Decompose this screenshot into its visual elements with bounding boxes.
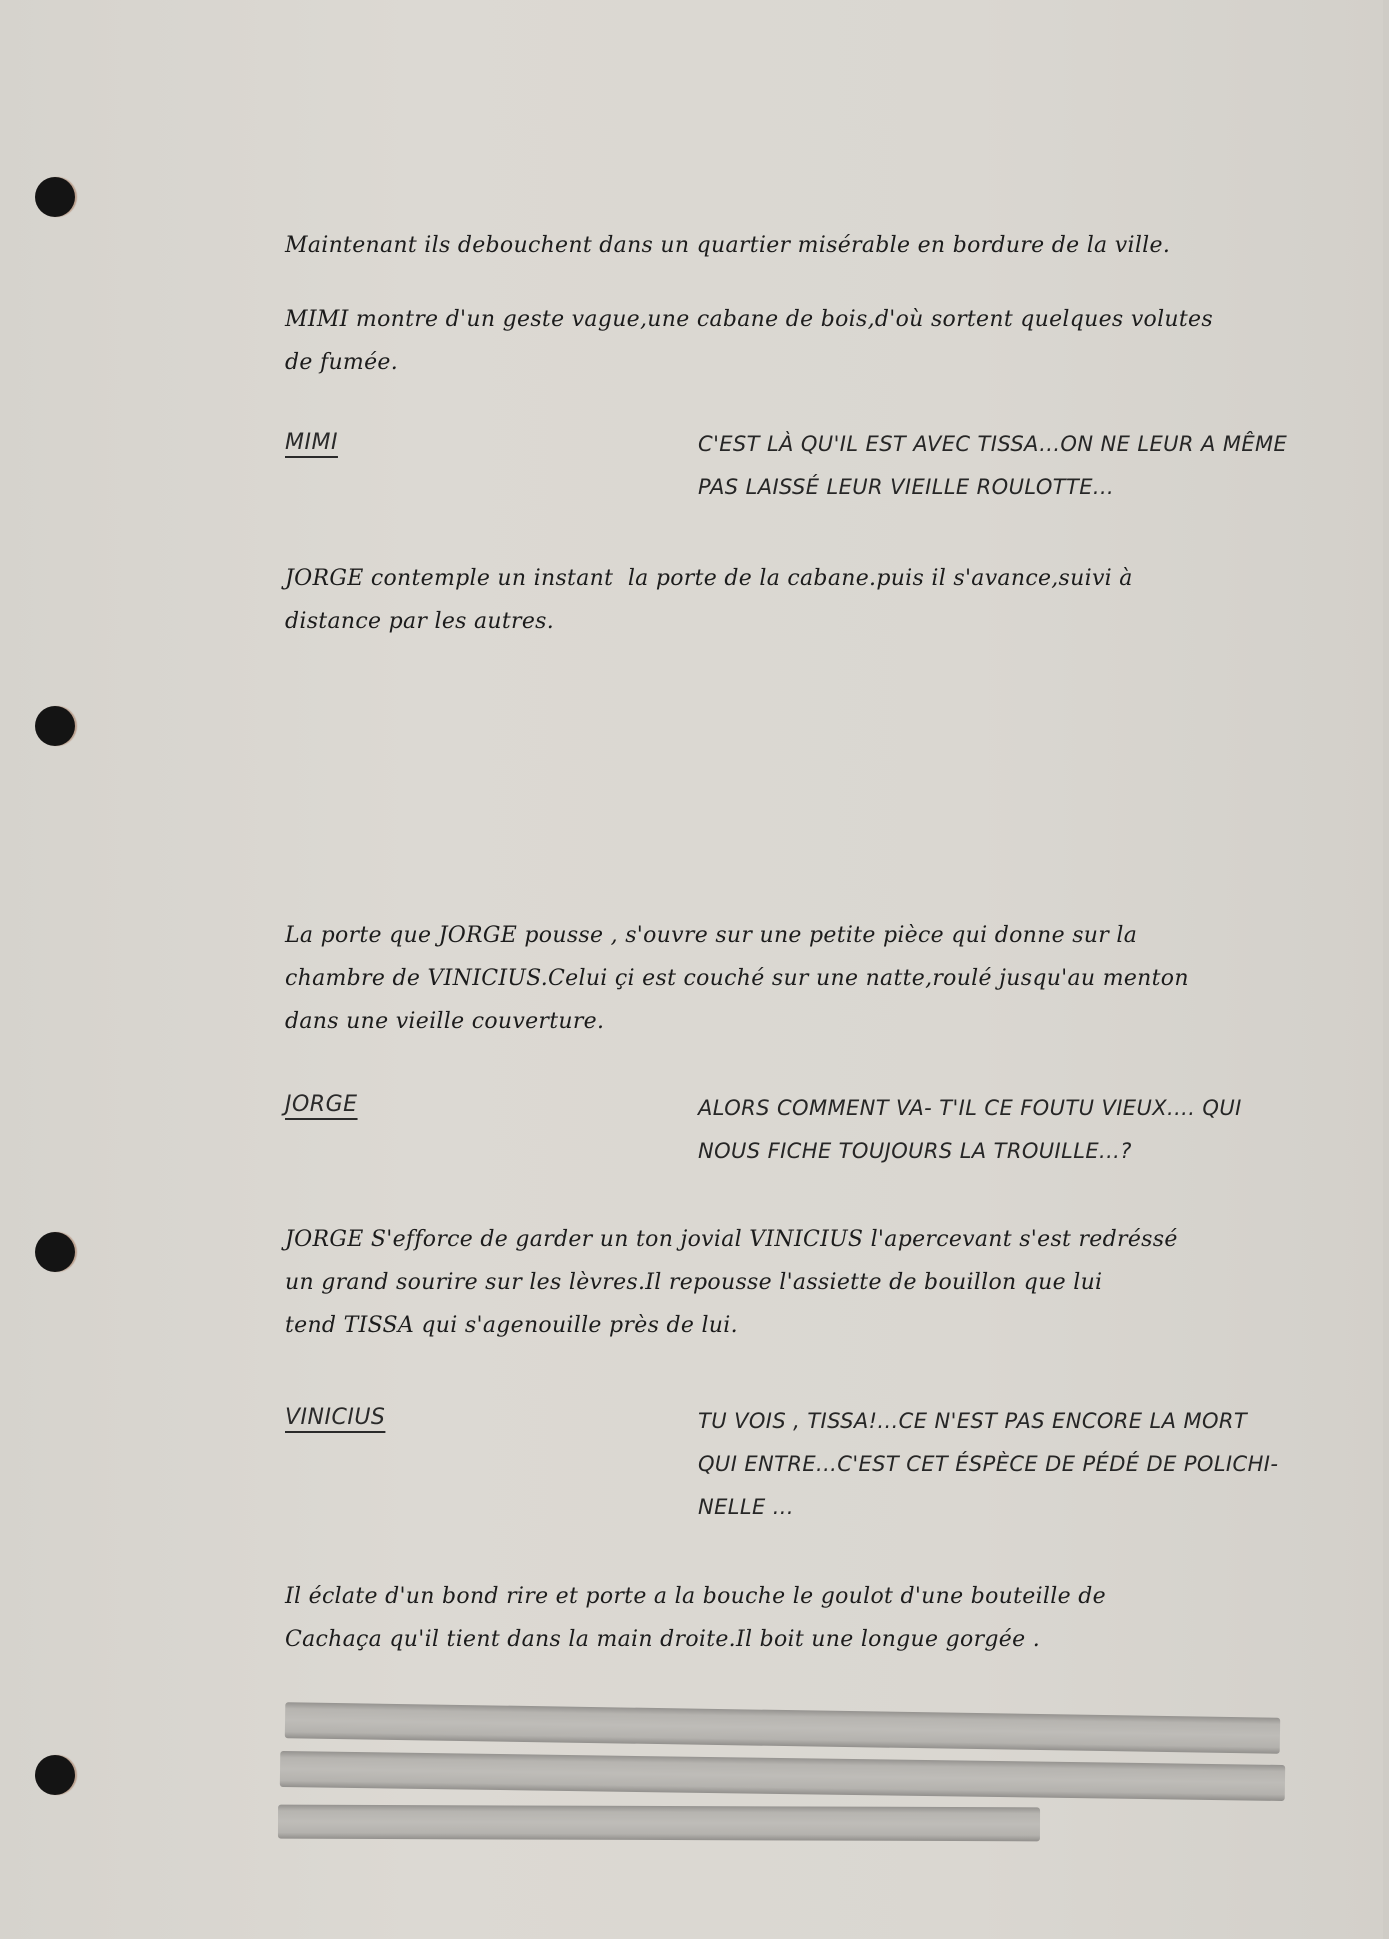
dialogue-line: C'EST LÀ QU'IL EST AVEC TISSA...ON NE LEUR A MÊME PAS LAISSÉ LEUR VIEILLE ROULOTTE...	[698, 432, 1288, 499]
action-paragraph: JORGE S'efforce de garder un ton jovial VINICIUS l'apercevant s'est redréssé un grand sourire sur les lèvres.Il repousse l'assiette de bouillon que lui tend TISSA qui s'agenouille près de lui.	[285, 1227, 1178, 1338]
action-paragraph: La porte que JORGE pousse , s'ouvre sur une petite pièce qui donne sur la chambre de VINICIUS.Celui çi est couché sur une natte,roulé jusqu'au menton dans une vieille couverture.	[285, 923, 1189, 1034]
page-edge	[1383, 0, 1389, 1939]
action-paragraph: MIMI montre d'un geste vague,une cabane de bois,d'où sortent quelques volutes de fumée.	[285, 307, 1213, 375]
punch-hole	[35, 1755, 75, 1795]
speaker-name: MIMI	[285, 430, 338, 455]
speaker-name: VINICIUS	[285, 1405, 386, 1430]
punch-hole	[35, 177, 75, 217]
action-paragraph: JORGE contemple un instant la porte de la cabane.puis il s'avance,suivi à distance par les autres.	[285, 566, 1133, 634]
punch-hole	[35, 1232, 75, 1272]
redaction-bar	[285, 1702, 1280, 1754]
action-paragraph: Il éclate d'un bond rire et porte a la bouche le goulot d'une bouteille de Cachaça qu'il tient dans la main droite.Il boit une longue gorgée .	[285, 1584, 1106, 1652]
action-paragraph: Maintenant ils debouchent dans un quartier misérable en bordure de la ville.	[285, 233, 1171, 258]
dialogue-line: TU VOIS , TISSA!...CE N'EST PAS ENCORE LA MORT QUI ENTRE...C'EST CET ÉSPÈCE DE PÉDÉ DE POLICHI- NELLE ...	[698, 1409, 1279, 1519]
speaker-name: JORGE	[285, 1092, 358, 1117]
dialogue-line: ALORS COMMENT VA- T'IL CE FOUTU VIEUX.... QUI NOUS FICHE TOUJOURS LA TROUILLE...?	[698, 1096, 1242, 1163]
redaction-bar	[280, 1751, 1285, 1801]
punch-hole	[35, 706, 75, 746]
redaction-bar	[278, 1805, 1040, 1842]
